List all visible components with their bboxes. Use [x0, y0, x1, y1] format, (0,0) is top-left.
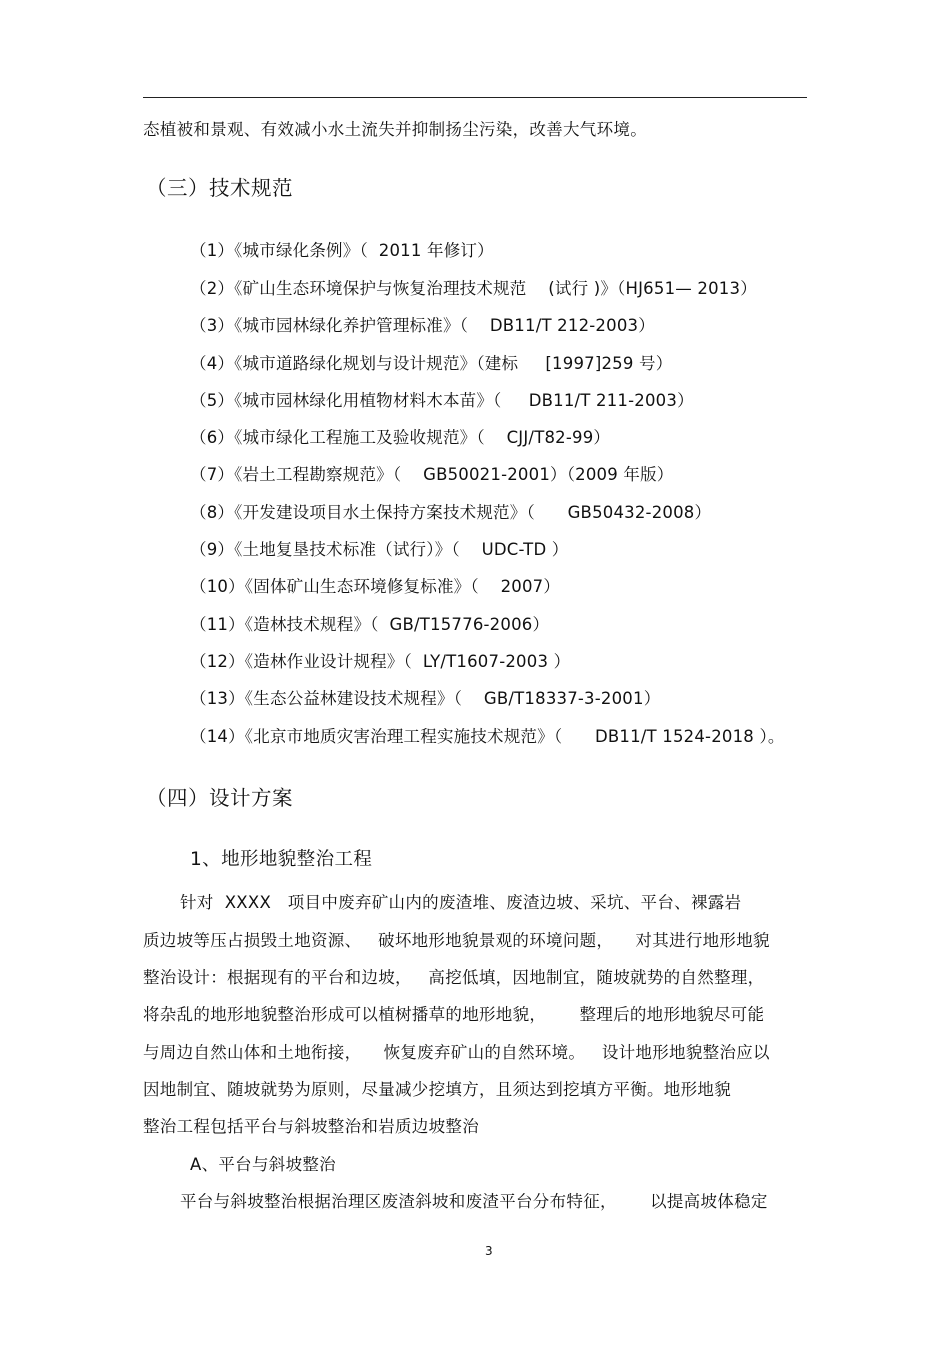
paragraph-a-line: 平台与斜坡整治根据治理区废渣斜坡和废渣平台分布特征， 以提高坡体稳定	[180, 1192, 768, 1211]
header-rule	[143, 97, 807, 98]
paragraph-line: 整治工程包括平台与斜坡整治和岩质边坡整治	[143, 1117, 479, 1136]
reference-item-8: （8）《开发建设项目水土保持方案技术规范》（ GB50432-2008）	[190, 503, 712, 522]
reference-item-2: （2）《矿山生态环境保护与恢复治理技术规范 (试行 )》（HJ651— 2013）	[190, 279, 757, 298]
page-number: 3	[485, 1244, 493, 1258]
reference-item-6: （6）《城市绿化工程施工及验收规范》（ CJJ/T82-99）	[190, 428, 611, 447]
reference-item-10: （10）《固体矿山生态环境修复标准》（ 2007）	[190, 577, 561, 596]
paragraph-line: 因地制宜、随坡就势为原则，尽量减少挖填方，且须达到挖填方平衡。地形地貌	[143, 1080, 731, 1099]
reference-item-3: （3）《城市园林绿化养护管理标准》（ DB11/T 212-2003）	[190, 316, 655, 335]
section-3-heading: （三）技术规范	[146, 176, 293, 200]
reference-item-1: （1）《城市绿化条例》（ 2011 年修订）	[190, 241, 494, 260]
paragraph-line: 质边坡等压占损毁土地资源、 破坏地形地貌景观的环境问题， 对其进行地形地貌	[143, 931, 770, 950]
reference-item-9: （9）《土地复垦技术标准（试行）》（ UDC-TD ）	[190, 540, 569, 559]
subheading-a: A、平台与斜坡整治	[190, 1155, 336, 1174]
paragraph-line: 将杂乱的地形地貌整治形成可以植树播草的地形地貌， 整理后的地形地貌尽可能	[143, 1005, 765, 1024]
reference-item-5: （5）《城市园林绿化用植物材料木本苗》（ DB11/T 211-2003）	[190, 391, 694, 410]
reference-item-12: （12）《造林作业设计规程》（ LY/T1607-2003 ）	[190, 652, 571, 671]
paragraph-line: 与周边自然山体和土地衔接， 恢复废弃矿山的自然环境。 设计地形地貌整治应以	[143, 1043, 770, 1062]
paragraph-line: 针对 XXXX 项目中废弃矿山内的废渣堆、废渣边坡、采坑、平台、裸露岩	[180, 893, 742, 912]
section-4-heading: （四）设计方案	[146, 786, 293, 810]
reference-item-14: （14）《北京市地质灾害治理工程实施技术规范》（ DB11/T 1524-2018 ）。	[190, 727, 785, 746]
reference-item-4: （4）《城市道路绿化规划与设计规范》（建标 [1997]259 号）	[190, 354, 673, 373]
subsection-1-heading: 1、地形地貌整治工程	[190, 849, 373, 870]
intro-continuation-text: 态植被和景观、有效减小水土流失并抑制扬尘污染，改善大气环境。	[143, 120, 647, 139]
reference-item-7: （7）《岩土工程勘察规范》（ GB50021-2001）（2009 年版）	[190, 465, 674, 484]
paragraph-line: 整治设计：根据现有的平台和边坡， 高挖低填，因地制宜，随坡就势的自然整理，	[143, 968, 765, 987]
reference-item-13: （13）《生态公益林建设技术规程》（ GB/T18337-3-2001）	[190, 689, 661, 708]
reference-item-11: （11）《造林技术规程》（ GB/T15776-2006）	[190, 615, 550, 634]
